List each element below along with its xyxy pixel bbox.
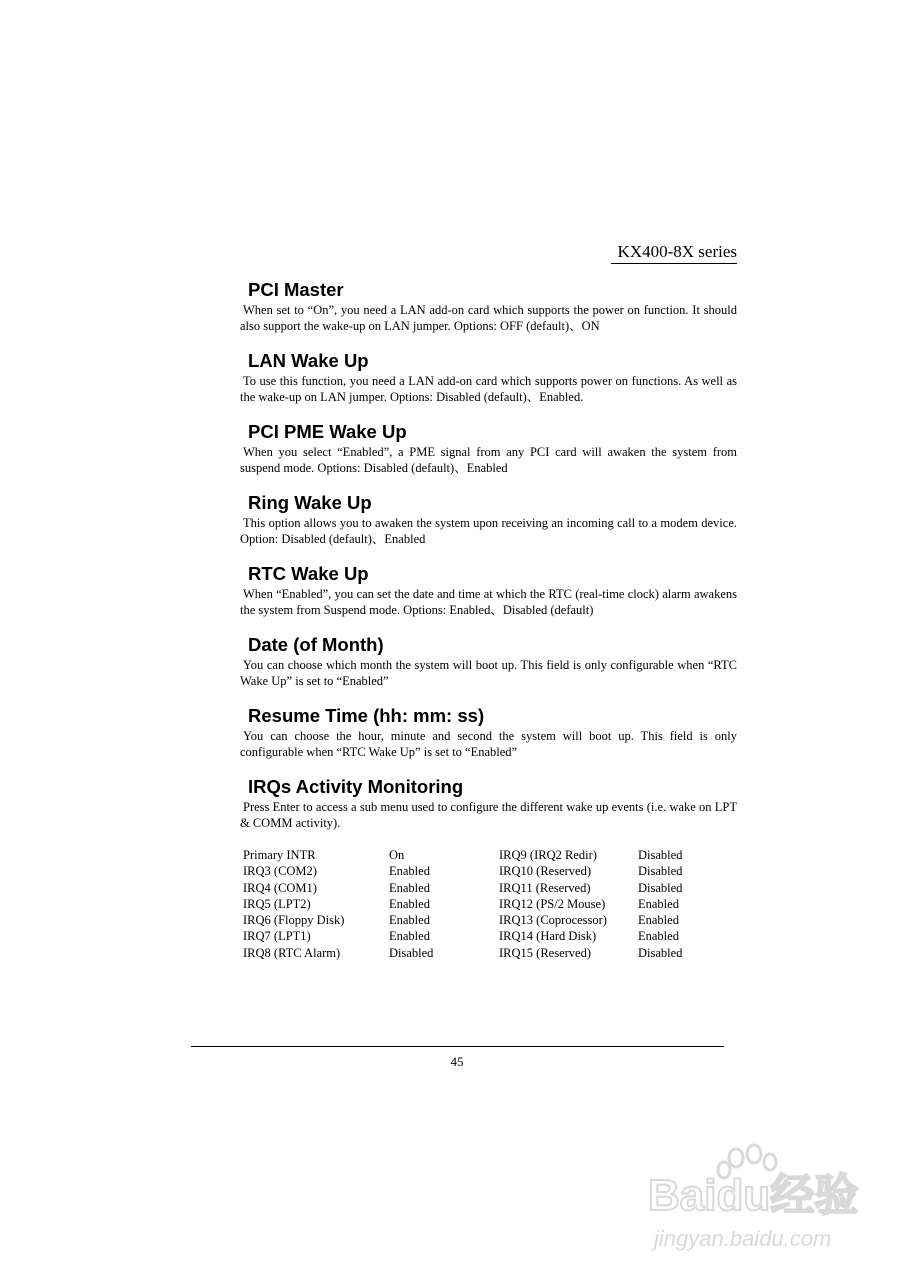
- section-date-of-month: [240, 633, 737, 704]
- section-heading: Ring Wake Up: [248, 492, 372, 513]
- table-row: [243, 847, 718, 863]
- section-body: You can choose which month the system will boot up. This field is only configurable when “RTC Wake Up” is set to “Enabled”: [240, 658, 737, 688]
- table-row: [243, 863, 718, 879]
- irq-value: Enabled: [638, 913, 679, 928]
- section-irqs-activity-monitoring: [240, 775, 737, 846]
- svg-text:jingyan.baidu.com: jingyan.baidu.com: [654, 1226, 832, 1251]
- document-body: [240, 278, 737, 846]
- irq-name: IRQ10 (Reserved): [499, 864, 591, 879]
- irq-name: IRQ4 (COM1): [243, 880, 317, 895]
- section-heading: PCI Master: [248, 279, 344, 300]
- irq-name: IRQ15 (Reserved): [499, 945, 591, 960]
- section-body: This option allows you to awaken the system upon receiving an incoming call to a modem device. Option: Disabled (default)、Enabled: [240, 516, 737, 546]
- table-row: [243, 912, 718, 928]
- section-rtc-wake-up: [240, 562, 737, 633]
- irq-name: IRQ14 (Hard Disk): [499, 929, 597, 944]
- irq-settings-table: [243, 847, 718, 961]
- irq-value: Disabled: [638, 945, 683, 960]
- footer-rule: [191, 1046, 724, 1047]
- irq-value: Enabled: [389, 864, 430, 879]
- irq-value: Enabled: [638, 896, 679, 911]
- irq-name: Primary INTR: [243, 848, 316, 862]
- irq-name: IRQ8 (RTC Alarm): [243, 945, 341, 960]
- section-body: When “Enabled”, you can set the date and time at which the RTC (real-time clock) alarm awakens the system from Suspend mode. Options: Enabled、Disabled (default): [240, 587, 737, 617]
- svg-text:Baidu经验: Baidu经验: [648, 1171, 859, 1220]
- irq-value: Enabled: [389, 929, 430, 944]
- irq-name: IRQ6 (Floppy Disk): [243, 913, 345, 928]
- irq-name: IRQ7 (LPT1): [243, 929, 311, 944]
- section-body: You can choose the hour, minute and second the system will boot up. This field is only configurable when “RTC Wake Up” is set to “Enabled”: [240, 729, 737, 759]
- baidu-paw-logo-icon: [640, 1140, 870, 1265]
- irq-value: Disabled: [638, 848, 683, 862]
- irq-value: Enabled: [389, 880, 430, 895]
- section-body: When set to “On”, you need a LAN add-on card which supports the power on function. It should also support the wake-up on LAN jumper. Options: OFF (default)、ON: [240, 303, 737, 333]
- irq-value: Disabled: [389, 945, 434, 960]
- section-lan-wake-up: [240, 349, 737, 420]
- irq-value: On: [389, 848, 405, 862]
- section-heading: Date (of Month): [248, 634, 384, 655]
- irq-value: Disabled: [638, 864, 683, 879]
- irq-name: IRQ13 (Coprocessor): [499, 913, 607, 928]
- section-ring-wake-up: [240, 491, 737, 562]
- section-heading: RTC Wake Up: [248, 563, 369, 584]
- irq-name: IRQ9 (IRQ2 Redir): [499, 848, 597, 862]
- irq-value: Enabled: [389, 896, 430, 911]
- irq-name: IRQ12 (PS/2 Mouse): [499, 896, 606, 911]
- section-body: Press Enter to access a sub menu used to configure the different wake up events (i.e. wake on LPT & COMM activity).: [240, 800, 737, 830]
- irq-value: Enabled: [389, 913, 430, 928]
- table-row: [243, 945, 718, 961]
- irq-value: Enabled: [638, 929, 679, 944]
- irq-name: IRQ11 (Reserved): [499, 880, 591, 895]
- page-number: 45: [450, 1054, 464, 1069]
- section-heading: PCI PME Wake Up: [248, 421, 407, 442]
- section-heading: IRQs Activity Monitoring: [248, 776, 464, 797]
- section-resume-time: [240, 704, 737, 775]
- series-title: KX400-8X series: [611, 241, 737, 264]
- section-heading: Resume Time (hh: mm: ss): [248, 705, 485, 726]
- baidu-jingyan-watermark: [640, 1140, 870, 1265]
- section-body: To use this function, you need a LAN add-on card which supports power on functions. As well as the wake-up on LAN jumper. Options: Disabled (default)、Enabled.: [240, 374, 737, 404]
- section-pci-master: [240, 278, 737, 349]
- irq-name: IRQ5 (LPT2): [243, 896, 311, 911]
- section-body: When you select “Enabled”, a PME signal from any PCI card will awaken the system from suspend mode. Options: Disabled (default)、Enabled: [240, 445, 737, 475]
- section-pci-pme-wake-up: [240, 420, 737, 491]
- irq-value: Disabled: [638, 880, 683, 895]
- table-row: [243, 896, 718, 912]
- irq-name: IRQ3 (COM2): [243, 864, 317, 879]
- table-row: [243, 928, 718, 944]
- section-heading: LAN Wake Up: [248, 350, 369, 371]
- table-row: [243, 880, 718, 896]
